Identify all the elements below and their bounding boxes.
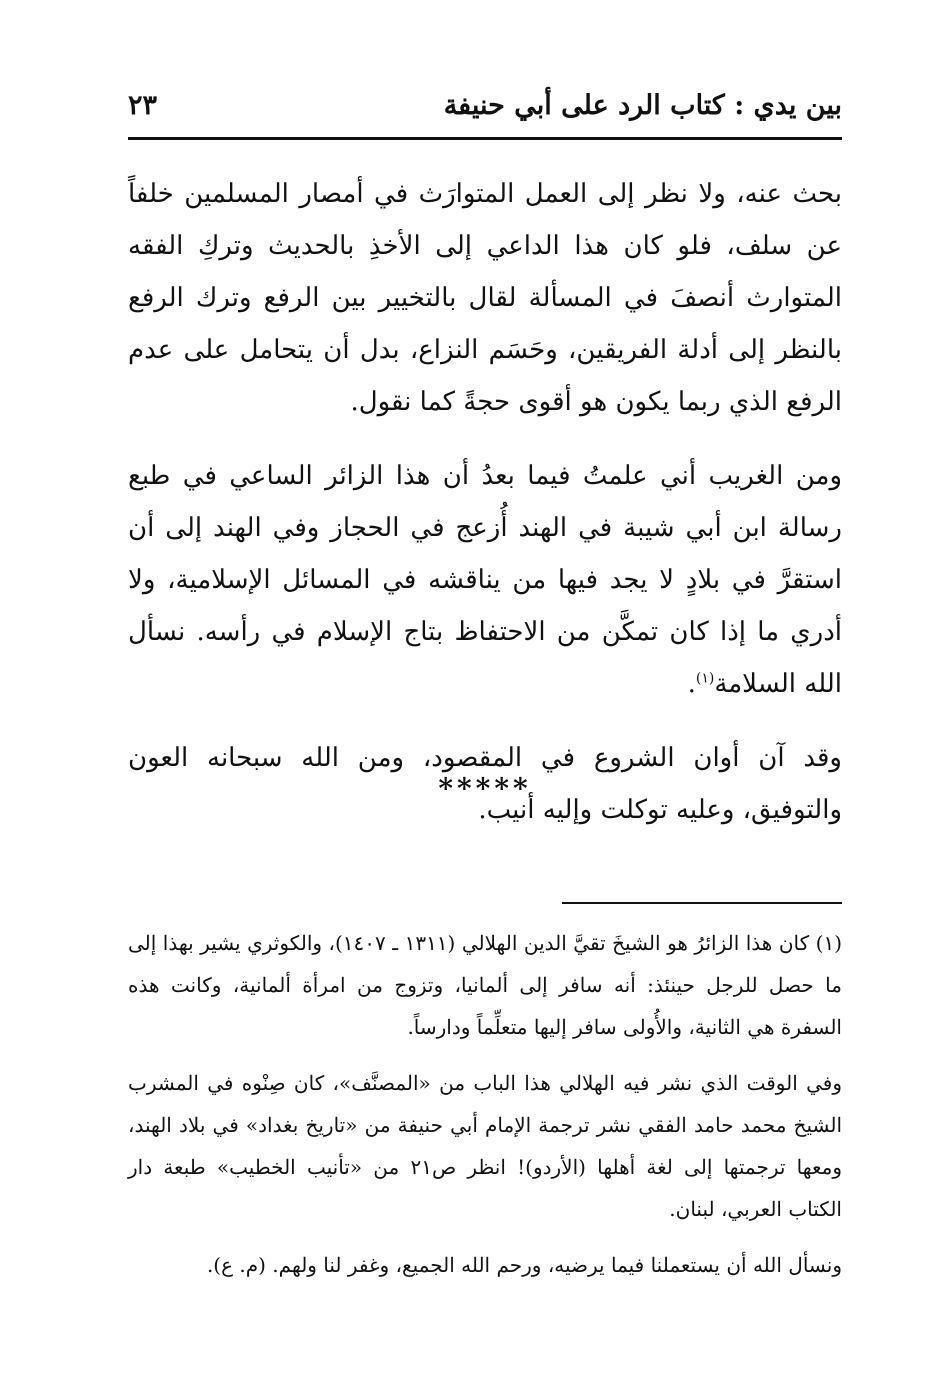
footnote-1-continued: وفي الوقت الذي نشر فيه الهلالي هذا الباب من «المصنَّف»، كان صِنْوه في المشرب الشيخ محمد حامد الفقي نشر ترجمة الإمام أبي حنيفة من «تاريخ بغداد» في بلاد الهند، ومعها ترجمتها إلى لغة أهلها (الأردو)! انظر ص٢١ من «تأنيب الخطيب» طبعة دار الكتاب العربي، لبنان. bbox=[128, 1071, 843, 1221]
paragraph-2-end: . bbox=[687, 669, 696, 699]
section-divider: ***** bbox=[438, 772, 532, 805]
paragraph-2 bbox=[128, 450, 842, 710]
footnote-rule bbox=[562, 902, 842, 904]
paragraph-2-text: ومن الغريب أني علمتُ فيما بعدُ أن هذا الزائر الساعي في طبع رسالة ابن أبي شيبة في الهند أُزعج في الحجاز وفي الهند إلى أن استقرَّ في بلادٍ لا يجد فيها من يناقشه في المسائل الإسلامية، ولا أدري ما إذا كان تمكَّن من الاحتفاظ بتاج الإسلام في رأسه. نسأل الله السلامة bbox=[128, 461, 842, 699]
page-number: ٢٣ bbox=[128, 90, 158, 121]
page-header bbox=[128, 86, 842, 130]
footnote-1: (١) كان هذا الزائرُ هو الشيخَ تقيَّ الدين الهلالي (١٣١١ ـ ١٤٠٧)، والكوثري يشير بهذا إلى ما حصل للرجل حينئذ: أنه سافر إلى ألمانيا، وتزوج من امرأة ألمانية، وكانت هذه السفرة هي الثانية، والأُولى سافر إليها متعلِّماً ودارساً. bbox=[128, 931, 842, 1039]
paragraph-1: بحث عنه، ولا نظر إلى العمل المتوارَث في أمصار المسلمين خلفاً عن سلف، فلو كان هذا الداعي إلى الأخذِ بالحديث وتركِ الفقه المتوارث أنصفَ في المسألة لقال بالتخيير بين الرفع وترك الرفع بالنظر إلى أدلة الفريقين، وحَسَم النزاع، بدل أن يتحامل على عدم الرفع الذي ربما يكون هو أقوى حجةً كما نقول. bbox=[128, 179, 842, 417]
footnote-1-closing: ونسأل الله أن يستعملنا فيما يرضيه، ورحم الله الجميع، وغفر لنا ولهم. (م. ع). bbox=[206, 1253, 842, 1277]
footnote-reference: (١) bbox=[695, 670, 715, 687]
main-text bbox=[128, 168, 842, 858]
running-title: بين يدي : كتاب الرد على أبي حنيفة bbox=[443, 90, 842, 121]
paragraph-3: وقد آن أوان الشروع في المقصود، ومن الله سبحانه العون والتوفيق، وعليه توكلت وإليه أنيب. bbox=[128, 743, 842, 825]
footnotes bbox=[128, 922, 842, 1300]
header-rule bbox=[128, 137, 842, 140]
